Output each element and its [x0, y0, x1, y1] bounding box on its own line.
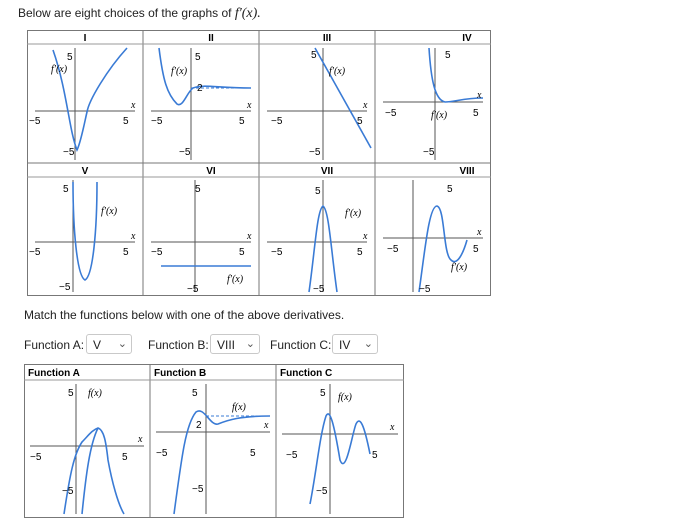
panel-I	[29, 33, 136, 160]
tick-label: −5	[63, 147, 75, 158]
panel-VI-label: f′(x)	[227, 274, 244, 285]
tick-label: −5	[187, 284, 199, 295]
function-a-value: V	[93, 338, 102, 352]
tick-label: −5	[316, 486, 328, 497]
tick-label: 5	[123, 247, 129, 258]
panel-I-roman: I	[83, 33, 87, 44]
tick-label: 5	[357, 116, 363, 127]
panel-I-label: f′(x)	[51, 64, 68, 75]
tick-label: −5	[30, 452, 42, 463]
panel-II	[151, 33, 252, 160]
tick-label: 5	[447, 184, 453, 195]
tick-label: 5	[68, 388, 74, 399]
match-prompt: Match the functions below with one of the above derivatives.	[24, 308, 345, 322]
tick-label: 2	[197, 83, 203, 94]
x-axis-var: x	[390, 422, 395, 433]
instructions-text: Below are eight choices of the graphs of	[18, 6, 232, 20]
chevron-down-icon: ⌄	[117, 338, 127, 350]
panel-VII-label: f′(x)	[345, 208, 362, 219]
function-c-title: Function C	[280, 368, 333, 379]
tick-label: −5	[62, 486, 74, 497]
tick-label: 5	[473, 244, 479, 255]
panel-II-roman: II	[208, 33, 214, 44]
panel-VI-roman: VI	[206, 166, 216, 177]
function-b-title: Function B	[154, 368, 207, 379]
function-c-value: IV	[339, 338, 351, 352]
tick-label: −5	[387, 244, 399, 255]
panel-VII-roman: VII	[320, 166, 334, 177]
function-b-value: VIII	[217, 338, 236, 352]
instructions-fx: f′(x).	[234, 6, 261, 21]
x-axis-var: x	[131, 100, 136, 111]
tick-label: 5	[473, 108, 479, 119]
tick-label: 5	[67, 52, 73, 63]
function-c-graph	[280, 368, 398, 514]
panel-V-roman: V	[81, 166, 89, 177]
tick-label: 5	[445, 50, 451, 61]
x-axis-var: x	[131, 231, 136, 242]
x-axis-var: x	[247, 231, 252, 242]
panel-VII	[267, 166, 368, 295]
tick-label: 5	[122, 452, 128, 463]
tick-label: −5	[179, 147, 191, 158]
panel-VIII-label: f′(x)	[451, 262, 468, 273]
tick-label: −5	[151, 116, 163, 127]
tick-label: 5	[195, 184, 201, 195]
x-axis-var: x	[477, 227, 482, 238]
selector-row-c	[270, 334, 400, 356]
x-axis-var: x	[363, 100, 368, 111]
tick-label: −5	[59, 282, 71, 293]
tick-label: −5	[419, 284, 431, 295]
instructions	[18, 6, 261, 22]
tick-label: −5	[151, 247, 163, 258]
tick-label: 5	[320, 388, 326, 399]
tick-label: −5	[29, 247, 41, 258]
x-axis-var: x	[363, 231, 368, 242]
selector-row-b	[148, 334, 268, 356]
tick-label: 2	[196, 420, 202, 431]
selector-row-a	[24, 334, 144, 356]
chevron-down-icon: ⌄	[363, 338, 373, 350]
tick-label: 5	[192, 388, 198, 399]
tick-label: −5	[271, 116, 283, 127]
panel-VIII-roman: VIII	[459, 166, 475, 177]
panel-II-label: f′(x)	[171, 66, 188, 77]
panel-V	[29, 166, 136, 293]
tick-label: −5	[156, 448, 168, 459]
tick-label: −5	[423, 147, 435, 158]
tick-label: −5	[313, 284, 325, 295]
tick-label: −5	[192, 484, 204, 495]
tick-label: 5	[357, 247, 363, 258]
function-c-select[interactable]	[332, 334, 378, 354]
function-graphs-grid	[24, 364, 404, 518]
chevron-down-icon: ⌄	[245, 338, 255, 350]
function-a-label: f(x)	[88, 388, 102, 399]
tick-label: −5	[271, 247, 283, 258]
tick-label: −5	[309, 147, 321, 158]
selector-c-label: Function C:	[270, 338, 332, 352]
function-b-select[interactable]	[210, 334, 260, 354]
tick-label: 5	[195, 52, 201, 63]
x-axis-var: x	[247, 100, 252, 111]
tick-label: −5	[385, 108, 397, 119]
panel-IV-label: f′(x)	[431, 110, 448, 121]
tick-label: 5	[250, 448, 256, 459]
function-a-title: Function A	[28, 368, 80, 379]
panel-VIII	[383, 166, 483, 295]
tick-label: −5	[286, 450, 298, 461]
panel-III-roman: III	[322, 33, 332, 44]
panel-III	[267, 33, 371, 160]
function-a-graph	[28, 368, 144, 514]
tick-label: 5	[239, 116, 245, 127]
function-a-select[interactable]	[86, 334, 132, 354]
tick-label: 5	[311, 50, 317, 61]
panel-VI	[151, 166, 252, 295]
x-axis-var: x	[477, 90, 482, 101]
tick-label: 5	[123, 116, 129, 127]
panel-III-label: f′(x)	[329, 66, 346, 77]
tick-label: −5	[29, 116, 41, 127]
panel-V-label: f′(x)	[101, 206, 118, 217]
tick-label: 5	[63, 184, 69, 195]
panel-IV	[383, 33, 483, 160]
selector-b-label: Function B:	[148, 338, 209, 352]
tick-label: 5	[372, 450, 378, 461]
x-axis-var: x	[138, 434, 143, 445]
tick-label: 5	[315, 186, 321, 197]
tick-label: 5	[239, 247, 245, 258]
function-b-graph	[154, 368, 270, 514]
derivative-graphs-grid	[27, 30, 491, 296]
function-b-label: f(x)	[232, 402, 246, 413]
x-axis-var: x	[264, 420, 269, 431]
panel-IV-roman: IV	[462, 33, 472, 44]
selector-a-label: Function A:	[24, 338, 85, 352]
function-c-label: f(x)	[338, 392, 352, 403]
